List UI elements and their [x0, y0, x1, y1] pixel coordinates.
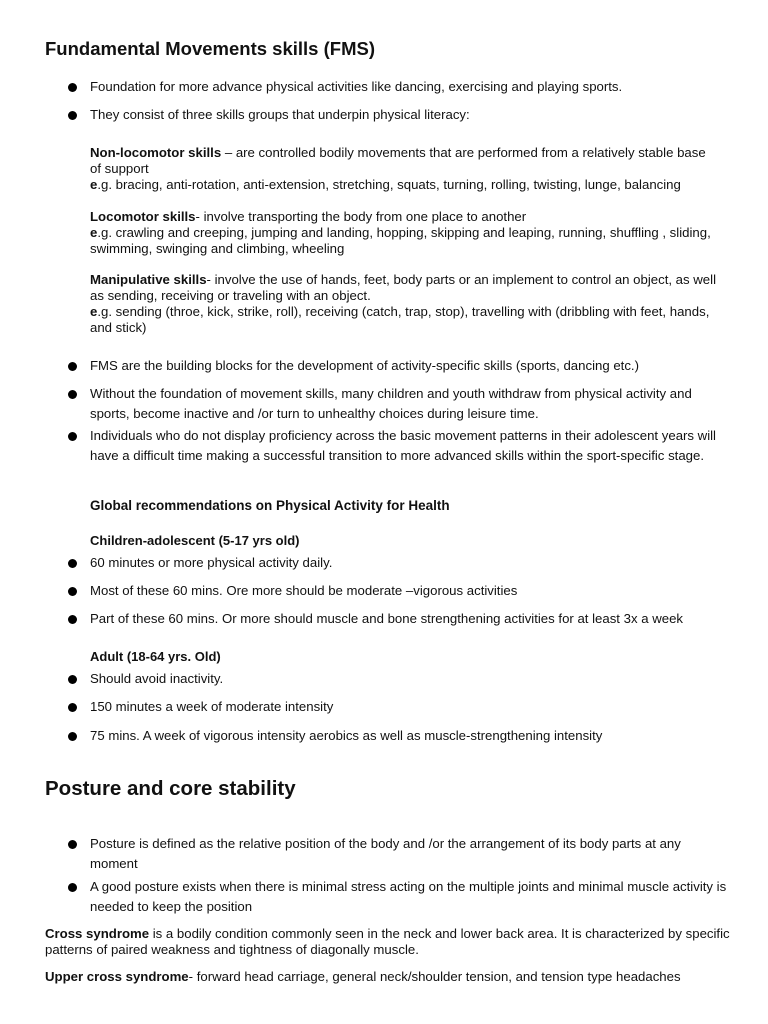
manipulative-term: Manipulative skills [90, 272, 207, 287]
upper-cross-term: Upper cross syndrome [45, 969, 189, 984]
locomotor-term: Locomotor skills [90, 209, 196, 224]
nonlocomotor-term: Non-locomotor skills [90, 145, 222, 160]
upper-cross-paragraph [45, 969, 735, 985]
list-item: Foundation for more advance physical activities like dancing, exercising and playing sports. [90, 77, 730, 97]
locomotor-paragraph [90, 209, 720, 257]
eg-letter: e [90, 177, 98, 192]
list-item: Most of these 60 mins. Ore more should be moderate –vigorous activities [90, 581, 730, 601]
list-item: FMS are the building blocks for the development of activity-specific skills (sports, dancing etc.) [90, 356, 730, 376]
list-item: Individuals who do not display proficiency across the basic movement patterns in their adolescent years will have a difficult time making a successful transition to more advanced skills within the sport-specific stage. [90, 426, 730, 466]
list-item: They consist of three skills groups that underpin physical literacy: [90, 105, 730, 125]
list-item: A good posture exists when there is minimal stress acting on the multiple joints and minimal muscle activity is needed to keep the position [90, 877, 730, 917]
adult-heading: Adult (18-64 yrs. Old) [90, 649, 221, 664]
manipulative-examples: .g. sending (throe, kick, strike, roll), receiving (catch, trap, stop), travelling with (dribbling with feet, hands, and stick) [90, 304, 710, 335]
list-item: Should avoid inactivity. [90, 669, 730, 689]
manipulative-def: - involve the use of hands, feet, body parts or an implement to control an object, as well as sending, receiving or traveling with an object. [90, 272, 716, 303]
list-item: 150 minutes a week of moderate intensity [90, 697, 730, 717]
global-recommendations-title: Global recommendations on Physical Activity for Health [90, 498, 450, 513]
cross-syndrome-paragraph [45, 926, 735, 958]
nonlocomotor-examples: .g. bracing, anti-rotation, anti-extension, stretching, squats, turning, rolling, twisting, lunge, balancing [97, 177, 681, 192]
locomotor-def: - involve transporting the body from one place to another [195, 209, 527, 224]
eg-letter: e [90, 225, 98, 240]
manipulative-paragraph [90, 272, 720, 336]
list-item: 75 mins. A week of vigorous intensity aerobics as well as muscle-strengthening intensity [90, 726, 730, 746]
fms-title: Fundamental Movements skills (FMS) [45, 38, 375, 59]
eg-letter: e [90, 304, 98, 319]
children-heading: Children-adolescent (5-17 yrs old) [90, 533, 300, 548]
posture-title: Posture and core stability [45, 777, 296, 800]
cross-syndrome-text: is a bodily condition commonly seen in the neck and lower back area. It is characterized by specific patterns of paired weakness and tightness of diagonally muscle. [45, 926, 730, 957]
upper-cross-text: - forward head carriage, general neck/shoulder tension, and tension type headaches [188, 969, 681, 984]
nonlocomotor-def: – are controlled bodily movements that are performed from a relatively stable base of support [90, 145, 706, 176]
list-item: Without the foundation of movement skills, many children and youth withdraw from physical activity and sports, become inactive and /or turn to unhealthy choices during leisure time. [90, 384, 730, 424]
locomotor-examples: .g. crawling and creeping, jumping and landing, hopping, skipping and leaping, running, shuffling , sliding, swimming, swinging and climbing, wheeling [90, 225, 711, 256]
nonlocomotor-paragraph [90, 145, 720, 193]
list-item: Part of these 60 mins. Or more should muscle and bone strengthening activities for at least 3x a week [90, 609, 730, 629]
cross-syndrome-term: Cross syndrome [45, 926, 150, 941]
list-item: 60 minutes or more physical activity daily. [90, 553, 730, 573]
list-item: Posture is defined as the relative position of the body and /or the arrangement of its body parts at any moment [90, 834, 730, 874]
